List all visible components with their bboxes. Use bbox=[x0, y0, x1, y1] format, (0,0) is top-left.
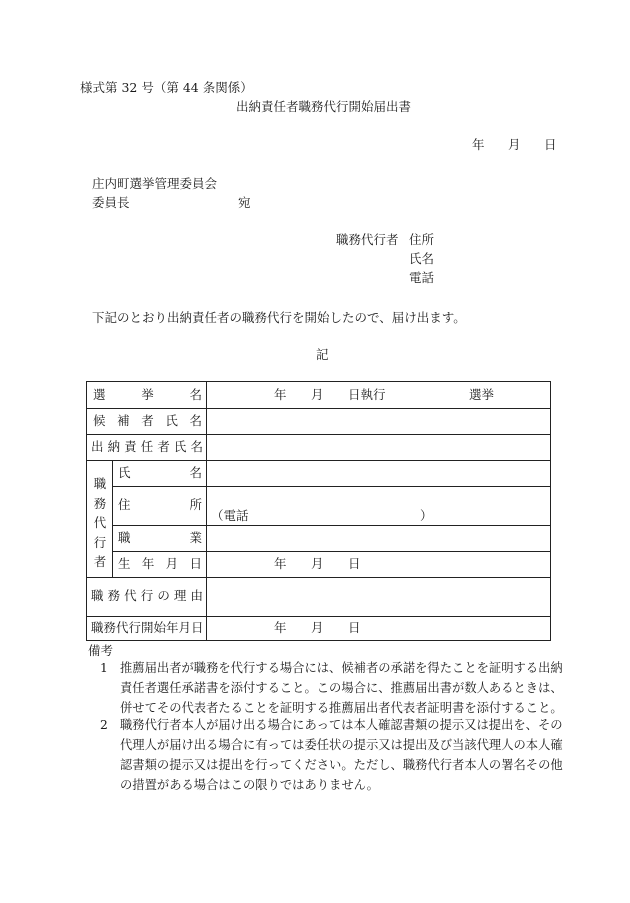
note-number: 2 bbox=[100, 718, 108, 732]
row-divider bbox=[87, 460, 550, 461]
column-divider bbox=[112, 460, 113, 577]
document-title: 出納責任者職務代行開始届出書 bbox=[236, 99, 412, 114]
note-line: 職務代行者本人が届け出る場合にあっては本人確認書類の提示又は提出を、その bbox=[120, 718, 563, 732]
addressee-honorific: 宛 bbox=[238, 195, 251, 210]
note-line: 併せてその代表者たることを証明する推薦届出者代表者証明書を添付すること。 bbox=[120, 701, 563, 715]
row-divider bbox=[87, 434, 550, 435]
date-year-label: 年 bbox=[472, 137, 485, 152]
note-number: 1 bbox=[100, 661, 108, 675]
note-line: 責任者選任承諾書を添付すること。この場合に、推薦届出書が数人あるときは、 bbox=[120, 681, 563, 695]
note-line: 代理人が届け出る場合に有っては委任状の提示又は提出及び当該代理人の本人確 bbox=[120, 738, 563, 752]
birth-year-label: 年 bbox=[274, 556, 287, 571]
record-mark: 記 bbox=[316, 347, 329, 362]
start-month-label: 月 bbox=[311, 620, 324, 635]
agent-vertical-label: 職 務 代 行 者 bbox=[93, 476, 107, 569]
row-divider bbox=[112, 525, 550, 526]
date-day-label: 日 bbox=[544, 137, 557, 152]
note-item-2 bbox=[100, 715, 563, 797]
body-text: 下記のとおり出納責任者の職務代行を開始したので、届け出ます。 bbox=[92, 310, 466, 325]
agent-occupation-label: 職 業 bbox=[118, 530, 202, 545]
submitter-role: 職務代行者 bbox=[336, 232, 399, 247]
form-table bbox=[86, 381, 551, 641]
note-item-1 bbox=[100, 658, 563, 720]
note-line: 認書類の提示又は提出を行ってください。ただし、職務代行者本人の署名その他 bbox=[120, 758, 563, 772]
submitter-address-label: 住所 bbox=[409, 232, 435, 247]
birth-month-label: 月 bbox=[311, 556, 324, 571]
addressee-org: 庄内町選挙管理委員会 bbox=[92, 176, 218, 191]
row-divider bbox=[112, 551, 550, 552]
submitter-phone-label: 電話 bbox=[409, 270, 435, 285]
note-line: 推薦届出者が職務を代行する場合には、候補者の承諾を得たことを証明する出納 bbox=[120, 661, 563, 675]
agent-phone-close: ） bbox=[420, 508, 433, 523]
date-month-label: 月 bbox=[508, 137, 521, 152]
agent-address-label: 住 所 bbox=[118, 497, 202, 512]
start-date-label: 職務代行開始年月日 bbox=[91, 620, 204, 635]
row-divider bbox=[87, 408, 550, 409]
form-number: 様式第 32 号（第 44 条関係） bbox=[80, 80, 253, 95]
election-suffix-label: 選挙 bbox=[469, 387, 495, 402]
birth-day-label: 日 bbox=[348, 556, 361, 571]
agent-birthdate-label: 生 年 月 日 bbox=[118, 556, 202, 571]
reason-label: 職 務 代 行 の 理 由 bbox=[91, 588, 203, 603]
election-name-label: 選 挙 名 bbox=[93, 387, 202, 402]
candidate-name-label: 候 補 者 氏 名 bbox=[93, 413, 202, 428]
start-day-label: 日 bbox=[348, 620, 361, 635]
submitter-name-label: 氏名 bbox=[409, 251, 435, 266]
agent-phone-text: （電話 bbox=[211, 508, 249, 523]
row-divider bbox=[87, 577, 550, 578]
notes-heading: 備考 bbox=[88, 643, 114, 658]
row-divider bbox=[87, 616, 550, 617]
start-year-label: 年 bbox=[274, 620, 287, 635]
column-divider bbox=[206, 382, 207, 640]
election-day-exec-label: 日執行 bbox=[348, 387, 386, 402]
election-year-label: 年 bbox=[274, 387, 287, 402]
row-divider bbox=[112, 486, 550, 487]
treasurer-name-label: 出 納 責 任 者 氏 名 bbox=[91, 439, 203, 454]
agent-name-label: 氏 名 bbox=[118, 465, 202, 480]
election-month-label: 月 bbox=[311, 387, 324, 402]
addressee-chair: 委員長 bbox=[92, 195, 130, 210]
note-line: の措置がある場合はこの限りではありません。 bbox=[120, 778, 379, 792]
